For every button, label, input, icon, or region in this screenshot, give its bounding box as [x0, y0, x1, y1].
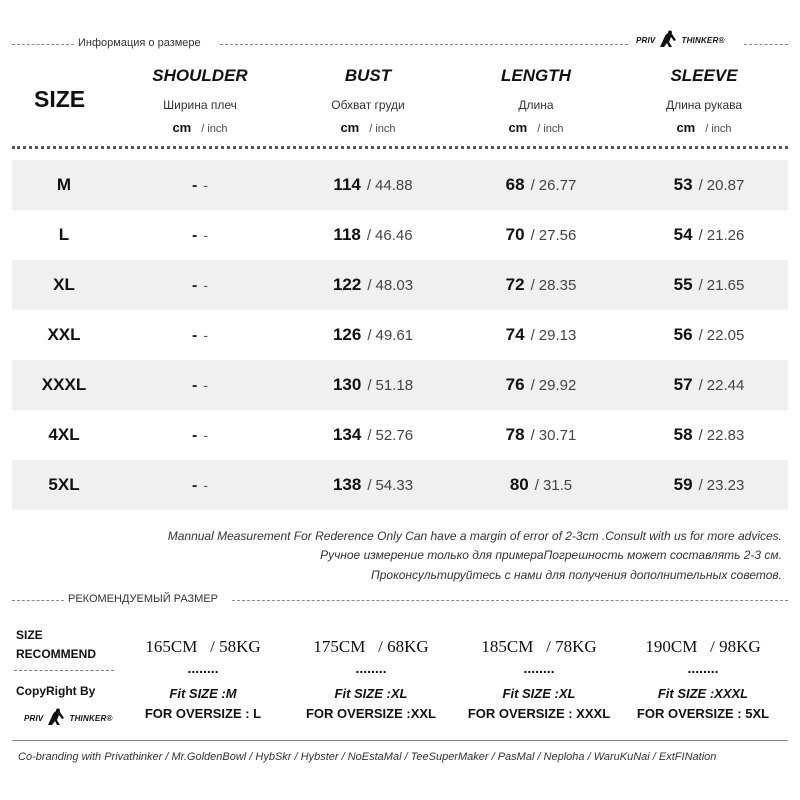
column-head-length — [466, 66, 606, 135]
size-column-heading: SIZE — [34, 86, 86, 112]
column-title-en: SHOULDER — [152, 66, 248, 85]
bust-cell: 134 / 52.76 — [332, 425, 414, 444]
brand-logo-small — [24, 708, 113, 728]
shoulder-cell: - - — [192, 427, 208, 444]
column-title-ru: Обхват груди — [331, 98, 405, 112]
table-row — [12, 160, 788, 210]
fit-size: Fit SIZE :XXXL — [657, 686, 749, 701]
logo-text-left: PRIV — [636, 35, 656, 45]
length-cell: 70 / 27.56 — [505, 225, 577, 244]
shoulder-cell: - - — [192, 227, 208, 244]
bust-cell: 130 / 51.18 — [332, 375, 414, 394]
fit-size: Fit SIZE :XL — [502, 686, 576, 701]
section-title-recommend: РЕКОМЕНДУЕМЫЙ РАЗМЕР — [68, 593, 219, 605]
copyright-label: CopyRight By — [16, 684, 96, 698]
oversize-size: FOR OVERSIZE : L — [144, 706, 262, 721]
oversize-size: FOR OVERSIZE : 5XL — [636, 706, 770, 721]
dots-divider: ........ — [687, 660, 719, 676]
logo-text-left: PRIV — [24, 713, 44, 723]
size-cell: L — [58, 225, 70, 244]
length-cell: 78 / 30.71 — [505, 425, 577, 444]
logo-figure-icon — [45, 708, 67, 728]
note-russian-2: Проконсультируйтесь с нами для получения дополнительных советов. — [371, 568, 782, 582]
label-divider — [14, 670, 114, 671]
bust-cell: 126 / 49.61 — [332, 325, 414, 344]
column-title-ru: Длина — [518, 98, 554, 112]
length-cell: 74 / 29.13 — [505, 325, 577, 344]
size-cell: XL — [53, 275, 75, 294]
length-cell: 80 / 31.5 — [509, 475, 573, 494]
column-title-en: LENGTH — [501, 66, 571, 85]
note-english: Mannual Measurement For Rederence Only Can have a margin of error of 2-3cm .Consult with us for more advices. — [167, 529, 782, 543]
table-row — [12, 210, 788, 260]
length-cell: 68 / 26.77 — [505, 175, 577, 194]
header-divider-right — [744, 44, 788, 45]
bust-cell: 138 / 54.33 — [332, 475, 414, 494]
logo-figure-icon — [657, 30, 679, 50]
sleeve-cell: 58 / 22.83 — [673, 425, 745, 444]
column-title-ru: Длина рукава — [665, 98, 743, 112]
column-head-sleeve — [634, 66, 774, 135]
bust-cell: 114 / 44.88 — [333, 175, 413, 194]
column-title-en: BUST — [344, 66, 392, 85]
header-divider-middle — [220, 44, 628, 45]
logo-text-right: THINKER® — [681, 35, 725, 45]
sleeve-cell: 56 / 22.05 — [673, 325, 745, 344]
sleeve-cell: 59 / 23.23 — [673, 475, 745, 494]
section-title-size-info: Информация о размере — [78, 37, 201, 49]
length-cell: 76 / 29.92 — [505, 375, 577, 394]
size-cell: XXXL — [41, 375, 87, 394]
size-cell: 5XL — [48, 475, 80, 494]
footer-divider — [12, 740, 788, 741]
column-head-bust — [298, 66, 438, 135]
size-cell: XXL — [47, 325, 81, 344]
table-row — [12, 410, 788, 460]
table-row — [12, 260, 788, 310]
column-head-shoulder — [130, 66, 270, 135]
recommend-divider-left — [12, 600, 64, 601]
shoulder-cell: - - — [192, 277, 208, 294]
shoulder-cell: - - — [192, 477, 208, 494]
brand-logo — [636, 30, 725, 50]
height-weight: 185CM / 78KG — [481, 637, 597, 656]
dots-divider: ........ — [523, 660, 555, 676]
column-units: cm / inch — [172, 120, 228, 135]
dots-divider: ........ — [187, 660, 219, 676]
height-weight: 190CM / 98KG — [645, 637, 761, 656]
dots-divider: ........ — [355, 660, 387, 676]
height-weight: 175CM / 68KG — [313, 637, 429, 656]
table-row — [12, 360, 788, 410]
column-units: cm / inch — [508, 120, 564, 135]
sleeve-cell: 53 / 20.87 — [673, 175, 745, 194]
fit-size: Fit SIZE :M — [169, 686, 237, 701]
shoulder-cell: - - — [192, 327, 208, 344]
fit-size: Fit SIZE :XL — [334, 686, 408, 701]
logo-text-right: THINKER® — [69, 713, 113, 723]
sleeve-cell: 54 / 21.26 — [673, 225, 745, 244]
table-header-separator — [12, 146, 788, 149]
column-title-ru: Ширина плеч — [163, 98, 237, 112]
column-units: cm / inch — [676, 120, 732, 135]
sleeve-cell: 55 / 21.65 — [673, 275, 745, 294]
oversize-size: FOR OVERSIZE :XXL — [305, 706, 436, 721]
size-cell: M — [56, 175, 72, 194]
column-title-en: SLEEVE — [670, 66, 738, 85]
shoulder-cell: - - — [192, 177, 208, 194]
size-cell: 4XL — [48, 425, 80, 444]
table-row — [12, 460, 788, 510]
bust-cell: 122 / 48.03 — [332, 275, 414, 294]
co-branding-footer: Co-branding with Privathinker / Mr.GoldenBowl / HybSkr / Hybster / NoEstaMal / TeeSuperMaker / PasMal / Neploha / WaruKuNai / ExtFINation — [18, 751, 717, 763]
recommend-divider-right — [232, 600, 788, 601]
sleeve-cell: 57 / 22.44 — [673, 375, 745, 394]
column-units: cm / inch — [340, 120, 396, 135]
header-divider-left — [12, 44, 74, 45]
table-row — [12, 310, 788, 360]
oversize-size: FOR OVERSIZE : XXXL — [467, 706, 611, 721]
size-recommend-label: SIZE RECOMMEND — [16, 628, 96, 661]
bust-cell: 118 / 46.46 — [333, 225, 413, 244]
length-cell: 72 / 28.35 — [505, 275, 577, 294]
note-russian-1: Ручное измерение только для примераПогрешность может составлять 2-3 см. — [320, 548, 782, 562]
height-weight: 165CM / 58KG — [145, 637, 261, 656]
shoulder-cell: - - — [192, 377, 208, 394]
